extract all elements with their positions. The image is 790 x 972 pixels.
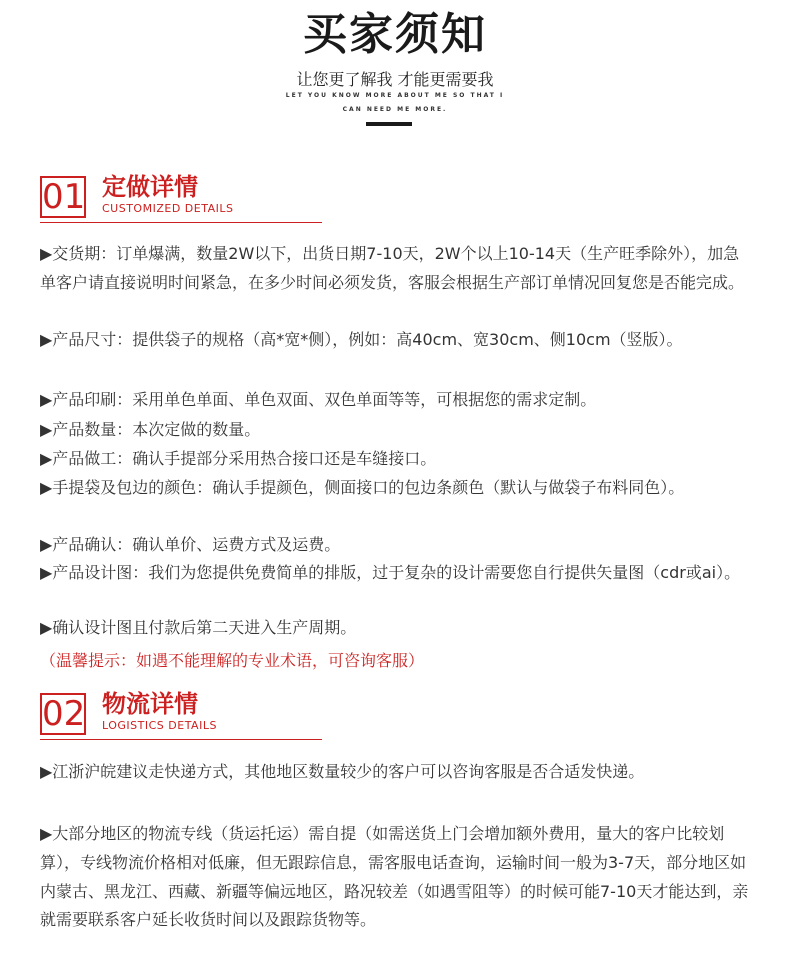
page-title: 买家须知 — [303, 9, 487, 60]
section-english-title: LOGISTICS DETAILS — [102, 719, 217, 732]
section-underline — [40, 739, 322, 740]
item-product-workmanship: ▶产品做工：确认手提部分采用热合接口还是车缝接口。 — [40, 449, 437, 468]
english-tagline-line1: LET YOU KNOW MORE ABOUT ME SO THAT I — [285, 92, 505, 99]
section-number-box: 02 — [42, 694, 86, 734]
item-design-draft: ▶产品设计图：我们为您提供免费简单的排版，过于复杂的设计需要您自行提供矢量图（cdr或ai）。 — [40, 563, 741, 582]
section-title: 定做详情 — [102, 173, 198, 201]
section-number-box: 01 — [42, 177, 86, 217]
section-english-title: CUSTOMIZED DETAILS — [102, 202, 234, 215]
item-production-start: ▶确认设计图且付款后第二天进入生产周期。 — [40, 618, 357, 637]
english-tagline-line2: CAN NEED ME MORE. — [342, 106, 448, 113]
item-product-quantity: ▶产品数量：本次定做的数量。 — [40, 420, 261, 439]
item-product-confirm: ▶产品确认：确认单价、运费方式及运费。 — [40, 535, 341, 554]
item-express-advice: ▶江浙沪皖建议走快递方式，其他地区数量较少的客户可以咨询客服是否合适发快递。 — [40, 762, 645, 781]
page-subtitle: 让您更了解我 才能更需要我 — [296, 70, 494, 89]
section-title: 物流详情 — [102, 690, 198, 718]
section-customized-header — [40, 173, 330, 226]
item-product-size: ▶产品尺寸：提供袋子的规格（高*宽*侧），例如：高40cm、宽30cm、侧10cm（竖版）。 — [40, 330, 683, 349]
item-handle-colors: ▶手提袋及包边的颜色：确认手提颜色，侧面接口的包边条颜色（默认与做袋子布料同色）。 — [40, 478, 685, 497]
warm-tip: （温馨提示：如遇不能理解的专业术语，可咨询客服） — [40, 651, 425, 670]
item-delivery-time: ▶交货期：订单爆满，数量2W以下，出货日期7-10天，2W个以上10-14天（生产旺季除外），加急单客户请直接说明时间紧急，在多少时间必须发货，客服会根据生产部订单情况回复您是否能完成。 — [40, 244, 745, 292]
header-divider-bar — [366, 122, 412, 126]
section-logistics-header — [40, 690, 330, 743]
section-underline — [40, 222, 322, 223]
item-product-printing: ▶产品印刷：采用单色单面、单色双面、双色单面等等，可根据您的需求定制。 — [40, 390, 597, 409]
item-freight-line: ▶大部分地区的物流专线（货运托运）需自提（如需送货上门会增加额外费用，量大的客户比较划算），专线物流价格相对低廉，但无跟踪信息，需客服电话查询，运输时间一般为3-7天，部分地区如内蒙古、黑龙江、西藏、新疆等偏远地区，路况较差（如遇雪阻等）的时候可能7-10天才能达到，亲就需要联系客户延长收货时间以及跟踪货物等。 — [40, 824, 749, 930]
